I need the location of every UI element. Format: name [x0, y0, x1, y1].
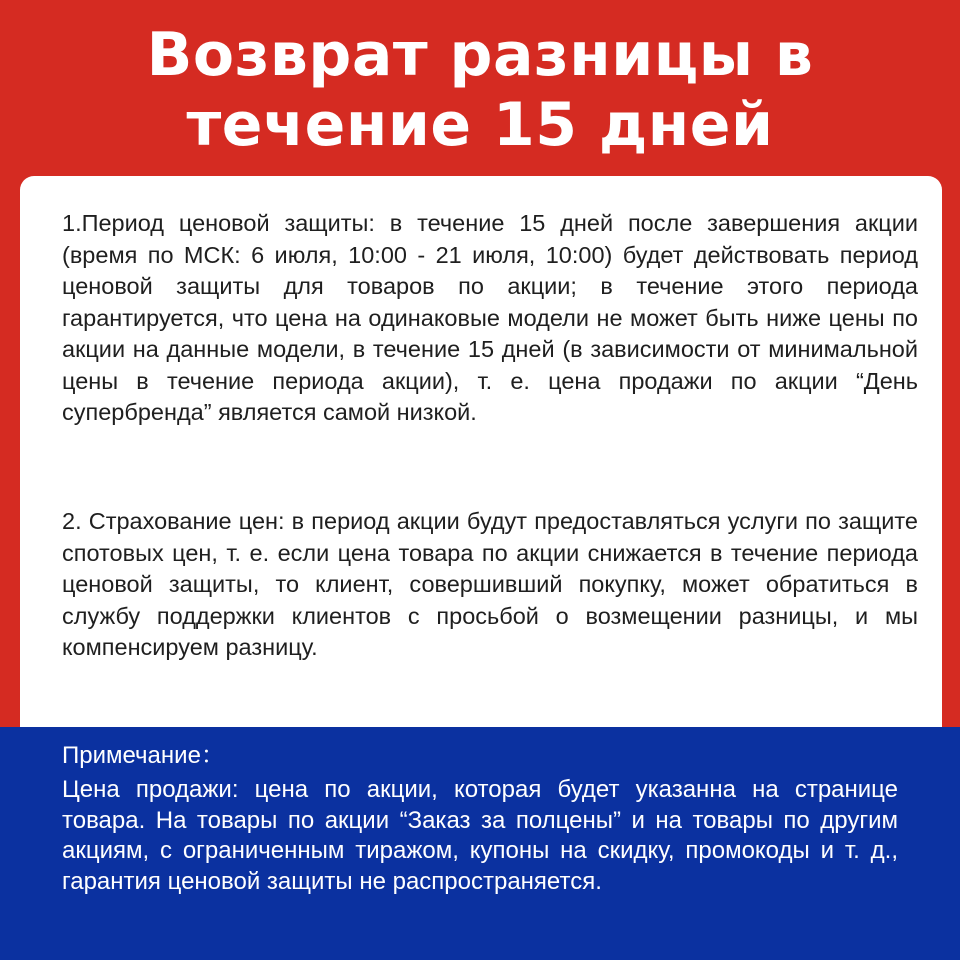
note-panel	[0, 727, 960, 960]
page-title-line-2: течение 15 дней	[186, 90, 774, 160]
note-body: Цена продажи: цена по акции, которая будет указанна на странице товара. На товары по акции “Заказ за полцены” и на товары по другим акциям, с ограниченным тиражом, купоны на скидку, промокоды и т. д., гарантия ценовой защиты не распространяется.	[62, 776, 898, 895]
content-card	[20, 176, 942, 776]
header-banner	[0, 0, 960, 176]
page-title-line-1: Возврат разницы в	[146, 20, 814, 90]
page-title	[147, 16, 814, 160]
note-title: Примечание：	[62, 742, 225, 769]
price-protection-paragraph: 1.Период ценовой защиты: в течение 15 дней после завершения акции (время по МСК: 6 июля, 10:00 - 21 июля, 10:00) будет действовать период ценовой защиты для товаров по акции; в течение этого периода гарантируется, что цена на одинаковые модели не может быть ниже цены по акции на данные модели, в течение 15 дней (в зависимости от минимальной цены в течение периода акции), т. е. цена продажи по акции “День супербренда” является самой низкой.	[62, 210, 918, 425]
price-insurance-paragraph: 2. Страхование цен: в период акции будут предоставляться услуги по защите спотовых цен, т. е. если цена товара по акции снижается в течение периода ценовой защиты, то клиент, совершивший покупку, может обратиться в службу поддержки клиентов с просьбой о возмещении разницы, и мы компенсируем разницу.	[62, 508, 918, 660]
